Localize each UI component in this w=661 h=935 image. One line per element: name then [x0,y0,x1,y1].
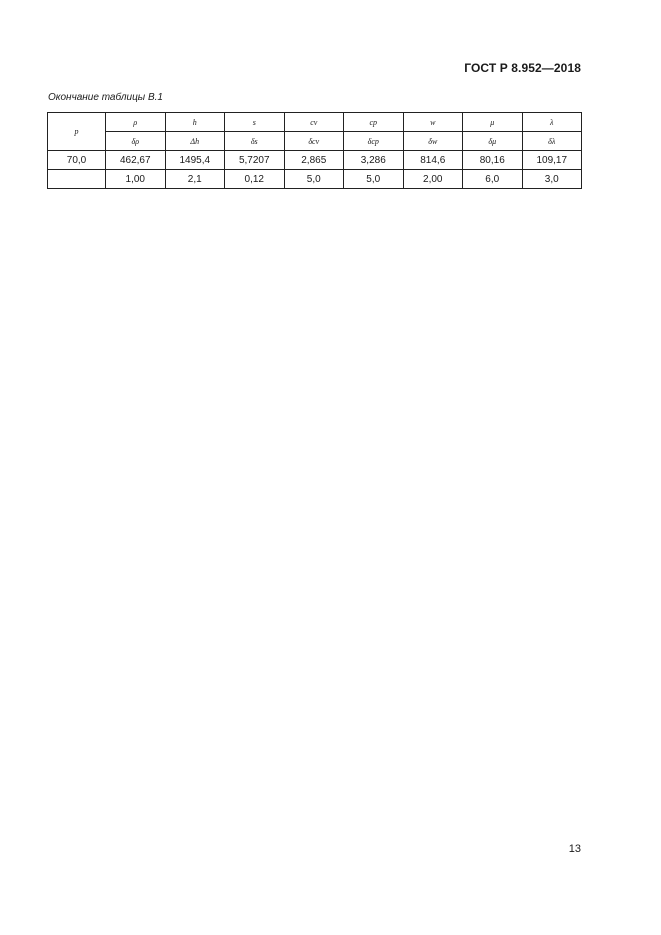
pressure-header: p [48,113,106,151]
document-code: ГОСТ Р 8.952—2018 [464,61,581,75]
uncertainty-symbol-cell: δs [225,132,285,151]
data-table [47,112,582,189]
symbol-cell: ρ [106,113,166,132]
value-cell: 2,1 [165,170,225,189]
value-cell: 814,6 [403,151,463,170]
value-cell: 6,0 [463,170,523,189]
table-caption: Окончание таблицы В.1 [48,92,163,103]
symbol-row [48,113,582,132]
uncertainty-symbol-cell: δcv [284,132,344,151]
symbol-cell: μ [463,113,523,132]
value-cell: 80,16 [463,151,523,170]
value-cell: 109,17 [522,151,582,170]
uncertainty-symbol-cell: δμ [463,132,523,151]
value-cell: 5,7207 [225,151,285,170]
uncertainty-symbol-row [48,132,582,151]
uncertainty-symbol-cell: δρ [106,132,166,151]
value-cell: 5,0 [284,170,344,189]
value-cell: 5,0 [344,170,404,189]
value-cell: 3,286 [344,151,404,170]
table-row [48,170,582,189]
uncertainty-symbol-cell: δλ [522,132,582,151]
value-cell: 3,0 [522,170,582,189]
symbol-cell: cp [344,113,404,132]
pressure-cell [48,170,106,189]
value-cell: 2,865 [284,151,344,170]
symbol-cell: s [225,113,285,132]
uncertainty-symbol-cell: δcp [344,132,404,151]
symbol-cell: λ [522,113,582,132]
pressure-cell: 70,0 [48,151,106,170]
value-cell: 2,00 [403,170,463,189]
value-cell: 1,00 [106,170,166,189]
table-row [48,151,582,170]
value-cell: 1495,4 [165,151,225,170]
symbol-cell: h [165,113,225,132]
value-cell: 462,67 [106,151,166,170]
page-number: 13 [568,843,581,855]
value-cell: 0,12 [225,170,285,189]
symbol-cell: cv [284,113,344,132]
symbol-cell: w [403,113,463,132]
uncertainty-symbol-cell: δw [403,132,463,151]
uncertainty-symbol-cell: Δh [165,132,225,151]
